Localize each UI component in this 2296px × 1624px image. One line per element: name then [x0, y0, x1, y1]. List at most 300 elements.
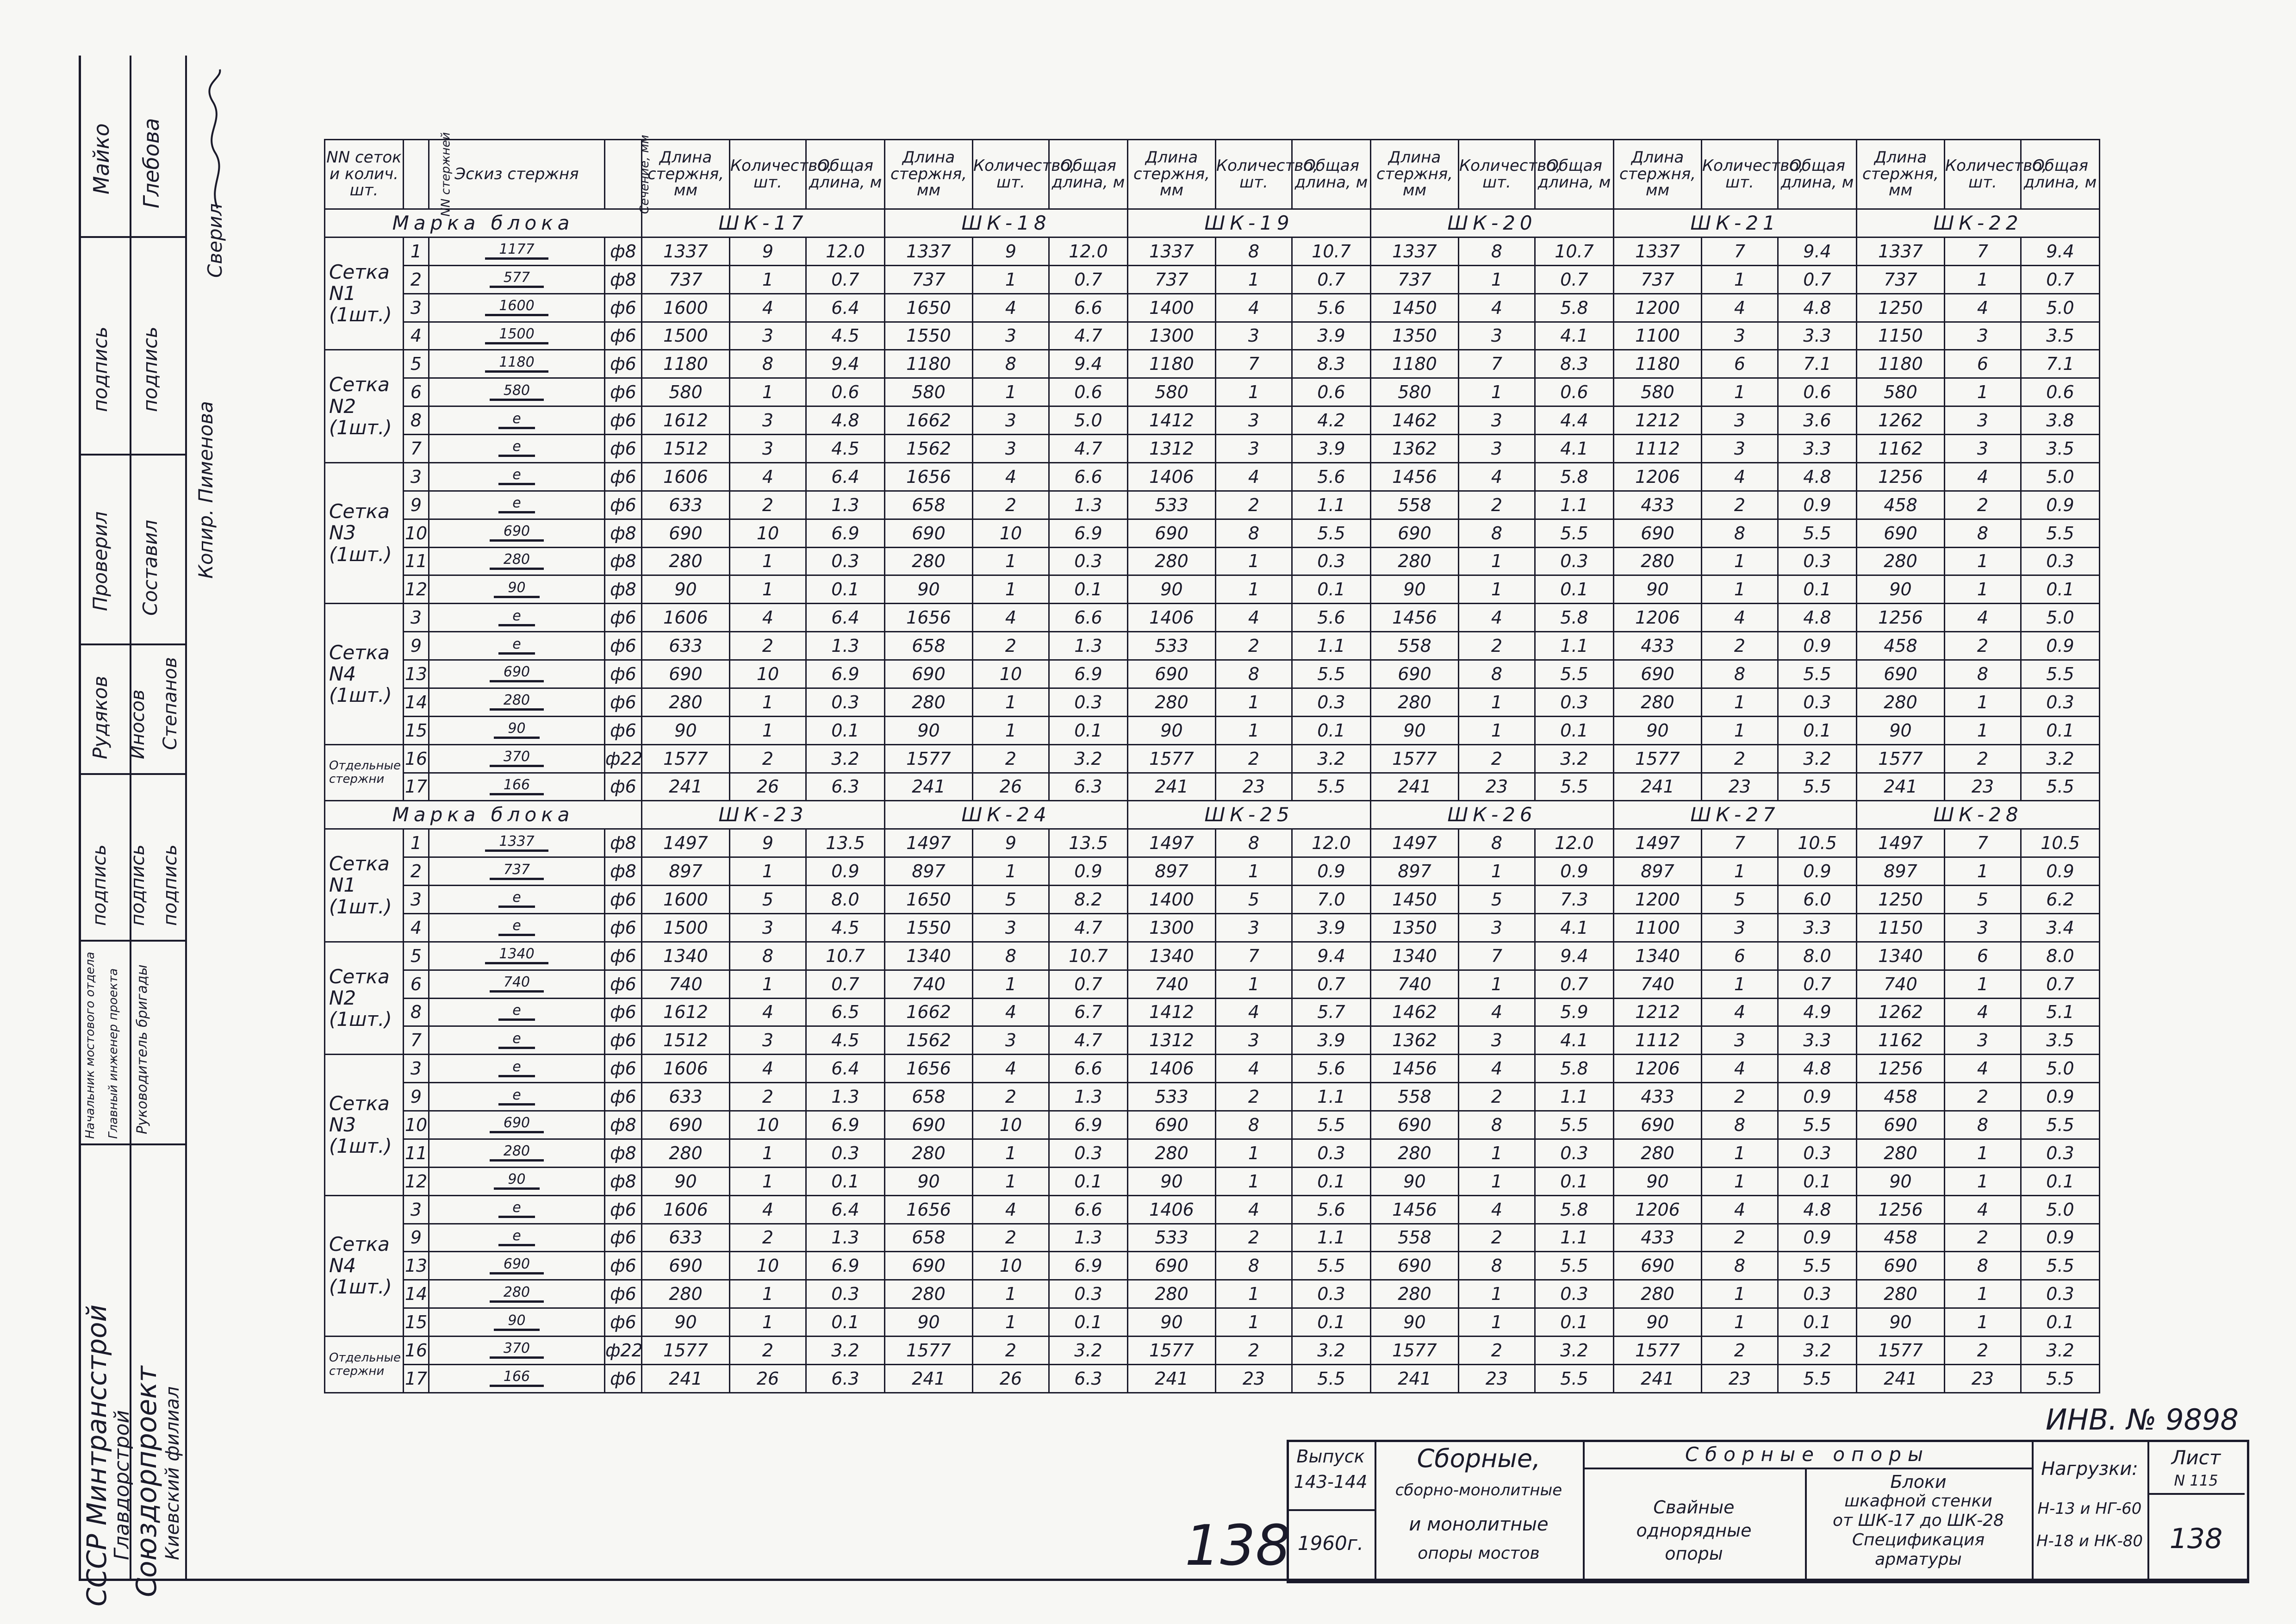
signature-label: подпись	[160, 844, 181, 926]
bar-number: 6	[404, 378, 429, 406]
bar-length: 280	[1857, 547, 1945, 575]
sheet-number: N 115	[2174, 1472, 2218, 1489]
bar-diameter: ф6	[605, 604, 642, 632]
bar-qty: 8	[1459, 660, 1535, 688]
bar-total-length: 0.1	[1778, 575, 1857, 604]
bar-total-length: 4.1	[1535, 322, 1614, 350]
bar-total-length: 6.3	[1049, 1364, 1128, 1393]
bar-qty: 4	[1459, 1195, 1535, 1224]
bar-length: 1462	[1371, 406, 1459, 435]
bar-length: 90	[1128, 716, 1216, 744]
bar-length: 1412	[1128, 998, 1216, 1026]
bar-qty: 8	[1216, 829, 1292, 857]
bar-length: 1577	[885, 744, 973, 773]
bar-length: 280	[1128, 1139, 1216, 1167]
bar-sketch-dimension: 580	[490, 384, 544, 401]
bar-sketch-dimension: 1600	[485, 299, 548, 316]
bar-length: 90	[1614, 1167, 1702, 1195]
bar-qty: 8	[1945, 519, 2021, 547]
signature-label: подпись	[127, 844, 149, 926]
bar-qty: 6	[1702, 942, 1778, 970]
bar-length: 280	[1128, 547, 1216, 575]
bar-length: 1656	[885, 1055, 973, 1083]
bar-qty: 1	[1216, 575, 1292, 604]
block-mark: ШК-17	[642, 209, 885, 237]
bar-qty: 1	[1216, 1139, 1292, 1167]
bar-qty: 1	[973, 716, 1049, 744]
bar-length: 280	[1614, 1280, 1702, 1308]
bar-diameter: ф6	[605, 406, 642, 435]
header-qty: Количество, шт.	[1945, 140, 2021, 209]
bar-total-length: 5.6	[1292, 604, 1371, 632]
bar-qty: 3	[1459, 322, 1535, 350]
bar-total-length: 0.9	[1778, 632, 1857, 660]
bar-qty: 1	[1216, 1167, 1292, 1195]
table-row	[325, 1280, 2100, 1308]
bar-length: 690	[1857, 660, 1945, 688]
bar-total-length: 6.0	[1778, 886, 1857, 914]
bar-qty: 4	[730, 1195, 806, 1224]
bar-qty: 1	[1945, 1308, 2021, 1337]
bar-length: 690	[642, 660, 730, 688]
bar-qty: 1	[973, 575, 1049, 604]
bar-sketch	[429, 294, 605, 322]
bar-length: 1340	[1128, 942, 1216, 970]
bar-sketch-dimension: 90	[494, 1314, 539, 1331]
bar-length: 241	[1371, 773, 1459, 801]
bar-qty: 3	[1459, 1026, 1535, 1055]
block-mark: ШК-25	[1128, 801, 1371, 829]
bar-sketch-dimension: 90	[494, 722, 539, 739]
bar-total-length: 6.9	[806, 660, 885, 688]
bar-total-length: 5.5	[1535, 1364, 1614, 1393]
bar-length: 1606	[642, 462, 730, 491]
bar-sketch	[429, 1364, 605, 1393]
signature-label: подпись	[139, 326, 162, 412]
bar-length: 1212	[1614, 998, 1702, 1026]
bar-total-length: 0.1	[806, 716, 885, 744]
bar-total-length: 0.6	[806, 378, 885, 406]
bar-qty: 2	[973, 1337, 1049, 1365]
bar-total-length: 12.0	[806, 237, 885, 265]
bar-qty: 1	[1216, 857, 1292, 886]
bar-qty: 3	[1216, 406, 1292, 435]
bar-sketch	[429, 1252, 605, 1280]
bar-qty: 26	[730, 773, 806, 801]
bar-length: 1412	[1128, 406, 1216, 435]
table-row	[325, 1224, 2100, 1252]
bar-total-length: 0.1	[2021, 1167, 2100, 1195]
bar-length: 280	[1128, 1280, 1216, 1308]
bar-total-length: 8.0	[806, 886, 885, 914]
table-row	[325, 1111, 2100, 1139]
bar-qty: 1	[1216, 1308, 1292, 1337]
bar-qty: 1	[1459, 547, 1535, 575]
table-row	[325, 998, 2100, 1026]
bar-total-length: 5.5	[1292, 1111, 1371, 1139]
bar-total-length: 0.3	[1778, 1139, 1857, 1167]
bar-sketch	[429, 632, 605, 660]
bar-length: 280	[1371, 1280, 1459, 1308]
bar-total-length: 5.5	[1535, 1111, 1614, 1139]
bar-sketch-dimension: e	[498, 919, 535, 936]
bar-number: 11	[404, 1139, 429, 1167]
bar-length: 658	[885, 632, 973, 660]
header-total: Общая длина, м	[2021, 140, 2100, 209]
bar-total-length: 0.3	[1778, 688, 1857, 716]
table-row	[325, 970, 2100, 998]
bar-length: 1312	[1128, 435, 1216, 463]
bar-length: 1180	[1614, 350, 1702, 378]
table-row	[325, 913, 2100, 942]
bar-qty: 4	[1702, 1055, 1778, 1083]
bar-length: 558	[1371, 632, 1459, 660]
bar-total-length: 9.4	[2021, 237, 2100, 265]
bar-sketch-dimension: 690	[490, 665, 544, 682]
signature-label: подпись	[89, 326, 112, 412]
bar-qty: 1	[1459, 688, 1535, 716]
bar-sketch	[429, 942, 605, 970]
bar-qty: 2	[973, 1083, 1049, 1111]
bar-total-length: 5.5	[1535, 1252, 1614, 1280]
bar-total-length: 6.9	[1049, 519, 1128, 547]
bar-length: 1340	[1614, 942, 1702, 970]
bar-length: 1462	[1371, 998, 1459, 1026]
bar-diameter: ф6	[605, 660, 642, 688]
bar-length: 1180	[642, 350, 730, 378]
bar-qty: 23	[1459, 773, 1535, 801]
table-row	[325, 575, 2100, 604]
bar-qty: 8	[1702, 1111, 1778, 1139]
bar-qty: 1	[1702, 857, 1778, 886]
bar-length: 580	[1371, 378, 1459, 406]
bar-sketch	[429, 1111, 605, 1139]
bar-diameter: ф8	[605, 1111, 642, 1139]
bar-length: 737	[1371, 265, 1459, 294]
bar-length: 1577	[1128, 1337, 1216, 1365]
bar-length: 1150	[1857, 322, 1945, 350]
bar-length: 1577	[1857, 744, 1945, 773]
bar-qty: 3	[730, 913, 806, 942]
bar-length: 241	[1857, 773, 1945, 801]
bar-qty: 1	[973, 1280, 1049, 1308]
bar-length: 690	[1614, 519, 1702, 547]
bar-length: 280	[885, 688, 973, 716]
bar-total-length: 5.5	[1535, 519, 1614, 547]
bar-total-length: 3.9	[1292, 322, 1371, 350]
mesh-group-label: Сетка N2 (1шт.)	[325, 942, 404, 1055]
bar-length: 690	[1128, 1111, 1216, 1139]
bar-length: 740	[642, 970, 730, 998]
bar-total-length: 1.1	[1292, 491, 1371, 519]
block-mark: ШК-21	[1614, 209, 1857, 237]
bar-total-length: 5.5	[2021, 519, 2100, 547]
header-total: Общая длина, м	[806, 140, 885, 209]
bar-length: 740	[1614, 970, 1702, 998]
bar-total-length: 10.7	[1535, 237, 1614, 265]
bar-qty: 1	[1702, 716, 1778, 744]
bar-qty: 4	[1945, 1055, 2021, 1083]
bar-total-length: 0.1	[1778, 716, 1857, 744]
bar-total-length: 0.3	[1778, 1280, 1857, 1308]
bar-diameter: ф8	[605, 575, 642, 604]
bar-length: 280	[1128, 688, 1216, 716]
bar-qty: 10	[973, 1252, 1049, 1280]
bar-diameter: ф6	[605, 1026, 642, 1055]
bar-sketch	[429, 575, 605, 604]
bar-length: 1100	[1614, 913, 1702, 942]
series-title-1: Сборные,	[1417, 1444, 1541, 1473]
bar-length: 737	[642, 265, 730, 294]
bar-sketch	[429, 660, 605, 688]
bar-qty: 8	[973, 942, 1049, 970]
bar-sketch-dimension: 166	[490, 1370, 544, 1387]
bar-total-length: 5.5	[1778, 773, 1857, 801]
bar-total-length: 0.1	[1292, 1167, 1371, 1195]
bar-length: 1497	[1614, 829, 1702, 857]
bar-total-length: 3.2	[806, 1337, 885, 1365]
bar-qty: 4	[1945, 998, 2021, 1026]
bar-qty: 10	[973, 660, 1049, 688]
bar-number: 14	[404, 1280, 429, 1308]
bar-total-length: 0.3	[2021, 547, 2100, 575]
bar-total-length: 8.0	[1778, 942, 1857, 970]
header-group: NN сеток и колич. шт.	[325, 140, 404, 209]
bar-length: 1606	[642, 1195, 730, 1224]
bar-length: 1577	[1857, 1337, 1945, 1365]
bar-qty: 4	[730, 604, 806, 632]
bar-qty: 3	[1945, 1026, 2021, 1055]
bar-number: 14	[404, 688, 429, 716]
bar-sketch-dimension: e	[498, 412, 535, 429]
bar-total-length: 0.3	[2021, 1139, 2100, 1167]
bar-qty: 2	[973, 491, 1049, 519]
bar-sketch-dimension: 690	[490, 1257, 544, 1274]
bar-total-length: 4.7	[1049, 1026, 1128, 1055]
bar-total-length: 6.4	[806, 1195, 885, 1224]
bar-length: 1406	[1128, 1055, 1216, 1083]
header-length: Длина стержня, мм	[885, 140, 973, 209]
bar-length: 90	[1857, 1308, 1945, 1337]
bar-total-length: 5.6	[1292, 462, 1371, 491]
bar-length: 280	[1857, 1280, 1945, 1308]
bar-qty: 9	[973, 237, 1049, 265]
bar-sketch-dimension: 90	[494, 581, 539, 598]
bar-total-length: 5.9	[1535, 998, 1614, 1026]
bar-total-length: 1.3	[806, 1083, 885, 1111]
bar-qty: 1	[973, 547, 1049, 575]
bar-qty: 3	[973, 322, 1049, 350]
bar-qty: 9	[973, 829, 1049, 857]
bar-qty: 1	[1945, 688, 2021, 716]
bar-total-length: 0.7	[1778, 970, 1857, 998]
bar-length: 241	[885, 773, 973, 801]
bar-length: 90	[1857, 575, 1945, 604]
bar-length: 1562	[885, 435, 973, 463]
bar-length: 1340	[1857, 942, 1945, 970]
bar-sketch-dimension: e	[498, 1032, 535, 1049]
bar-length: 280	[642, 547, 730, 575]
bar-length: 1200	[1614, 294, 1702, 322]
bar-length: 1650	[885, 294, 973, 322]
bar-qty: 7	[1459, 942, 1535, 970]
bar-total-length: 1.3	[1049, 1083, 1128, 1111]
bar-total-length: 0.7	[2021, 265, 2100, 294]
bar-number: 7	[404, 435, 429, 463]
bar-length: 690	[642, 1252, 730, 1280]
sheet-label: Лист	[2171, 1446, 2221, 1469]
bar-total-length: 3.4	[2021, 913, 2100, 942]
bar-qty: 8	[1459, 1252, 1535, 1280]
bar-length: 433	[1614, 1083, 1702, 1111]
bar-sketch	[429, 519, 605, 547]
table-row	[325, 322, 2100, 350]
bar-qty: 1	[1459, 1167, 1535, 1195]
bar-length: 690	[1371, 1252, 1459, 1280]
bar-total-length: 12.0	[1049, 237, 1128, 265]
bar-total-length: 0.7	[806, 970, 885, 998]
bar-qty: 1	[1459, 1280, 1535, 1308]
bar-diameter: ф6	[605, 462, 642, 491]
bar-total-length: 0.9	[2021, 1083, 2100, 1111]
bar-qty: 4	[1459, 294, 1535, 322]
bar-qty: 2	[730, 1224, 806, 1252]
bar-total-length: 4.8	[1778, 294, 1857, 322]
bar-total-length: 13.5	[1049, 829, 1128, 857]
bar-qty: 8	[1702, 519, 1778, 547]
header-total: Общая длина, м	[1778, 140, 1857, 209]
bar-qty: 4	[1945, 462, 2021, 491]
bar-qty: 1	[1459, 1139, 1535, 1167]
bar-total-length: 1.1	[1292, 632, 1371, 660]
bar-total-length: 5.5	[1292, 1364, 1371, 1393]
vypusk-value: 143-144	[1294, 1472, 1368, 1492]
bar-length: 433	[1614, 491, 1702, 519]
bar-qty: 4	[730, 462, 806, 491]
bar-total-length: 0.3	[1292, 547, 1371, 575]
bar-total-length: 5.5	[1778, 1252, 1857, 1280]
mark-label: Марка блока	[325, 209, 642, 237]
bar-length: 633	[642, 491, 730, 519]
bar-sketch-dimension: 1180	[485, 356, 548, 373]
bar-total-length: 0.1	[1778, 1308, 1857, 1337]
bar-qty: 3	[730, 322, 806, 350]
bar-length: 1612	[642, 406, 730, 435]
bar-length: 1256	[1857, 1195, 1945, 1224]
bar-length: 1656	[885, 462, 973, 491]
mesh-group-label: Сетка N3 (1шт.)	[325, 462, 404, 603]
bar-total-length: 5.6	[1292, 1195, 1371, 1224]
bar-qty: 1	[1945, 265, 2021, 294]
bar-total-length: 0.9	[1778, 1224, 1857, 1252]
table-row	[325, 857, 2100, 886]
role-head: Начальник мостового отдела	[83, 951, 97, 1139]
bar-qty: 1	[1945, 378, 2021, 406]
bar-total-length: 1.1	[1535, 491, 1614, 519]
bar-qty: 1	[973, 1308, 1049, 1337]
mark-label: Марка блока	[325, 801, 642, 829]
bar-qty: 2	[730, 1083, 806, 1111]
bar-qty: 4	[730, 294, 806, 322]
mesh-group-label: Сетка N3 (1шт.)	[325, 1055, 404, 1195]
bar-qty: 1	[1945, 1280, 2021, 1308]
bar-length: 897	[642, 857, 730, 886]
bar-total-length: 0.3	[1535, 1280, 1614, 1308]
bar-qty: 1	[1702, 1139, 1778, 1167]
bar-length: 690	[1857, 1252, 1945, 1280]
bar-total-length: 0.3	[1292, 1139, 1371, 1167]
bar-total-length: 0.3	[2021, 688, 2100, 716]
bar-total-length: 4.5	[806, 322, 885, 350]
bar-sketch-dimension: 740	[490, 975, 544, 993]
bar-total-length: 6.3	[806, 773, 885, 801]
bar-qty: 8	[1945, 660, 2021, 688]
role-composed: Составил	[139, 519, 162, 616]
bar-total-length: 0.3	[1535, 1139, 1614, 1167]
bar-length: 533	[1128, 1224, 1216, 1252]
bar-length: 280	[885, 547, 973, 575]
bar-qty: 10	[973, 519, 1049, 547]
bar-length: 1512	[642, 1026, 730, 1055]
bar-total-length: 3.2	[1778, 1337, 1857, 1365]
bar-length: 1400	[1128, 886, 1216, 914]
bar-length: 433	[1614, 1224, 1702, 1252]
bar-length: 90	[1614, 575, 1702, 604]
bar-total-length: 6.3	[806, 1364, 885, 1393]
bar-sketch	[429, 1026, 605, 1055]
bar-length: 690	[1128, 1252, 1216, 1280]
bar-number: 17	[404, 1364, 429, 1393]
bar-length: 1350	[1371, 913, 1459, 942]
bar-qty: 1	[1702, 547, 1778, 575]
bar-diameter: ф6	[605, 350, 642, 378]
bar-length: 1100	[1614, 322, 1702, 350]
bar-sketch	[429, 773, 605, 801]
org-line-3: Союздорпроект	[131, 1366, 163, 1597]
bar-sketch	[429, 1167, 605, 1195]
bar-total-length: 0.1	[1535, 1167, 1614, 1195]
bar-length: 1577	[1614, 744, 1702, 773]
bar-sketch-dimension: 90	[494, 1173, 539, 1190]
bar-diameter: ф6	[605, 322, 642, 350]
bar-qty: 4	[1702, 462, 1778, 491]
bar-total-length: 8.3	[1292, 350, 1371, 378]
bar-sketch	[429, 462, 605, 491]
bar-sketch-dimension: e	[498, 440, 535, 457]
bar-sketch	[429, 435, 605, 463]
bar-qty: 4	[730, 998, 806, 1026]
bar-qty: 8	[1459, 519, 1535, 547]
bar-sketch	[429, 998, 605, 1026]
bar-total-length: 0.1	[2021, 716, 2100, 744]
table-row	[325, 1308, 2100, 1337]
signer-3: Рудяков	[89, 675, 112, 759]
bar-length: 90	[642, 575, 730, 604]
bar-length: 1406	[1128, 462, 1216, 491]
bar-qty: 4	[973, 462, 1049, 491]
bar-total-length: 9.4	[1535, 942, 1614, 970]
bar-length: 1337	[1128, 237, 1216, 265]
bar-total-length: 5.8	[1535, 462, 1614, 491]
bar-length: 280	[642, 1139, 730, 1167]
bar-total-length: 3.2	[1049, 744, 1128, 773]
bar-sketch	[429, 1195, 605, 1224]
bar-total-length: 0.7	[1049, 265, 1128, 294]
bar-total-length: 0.9	[2021, 857, 2100, 886]
bar-qty: 1	[1216, 716, 1292, 744]
bar-qty: 3	[973, 406, 1049, 435]
block-mark: ШК-28	[1857, 801, 2100, 829]
